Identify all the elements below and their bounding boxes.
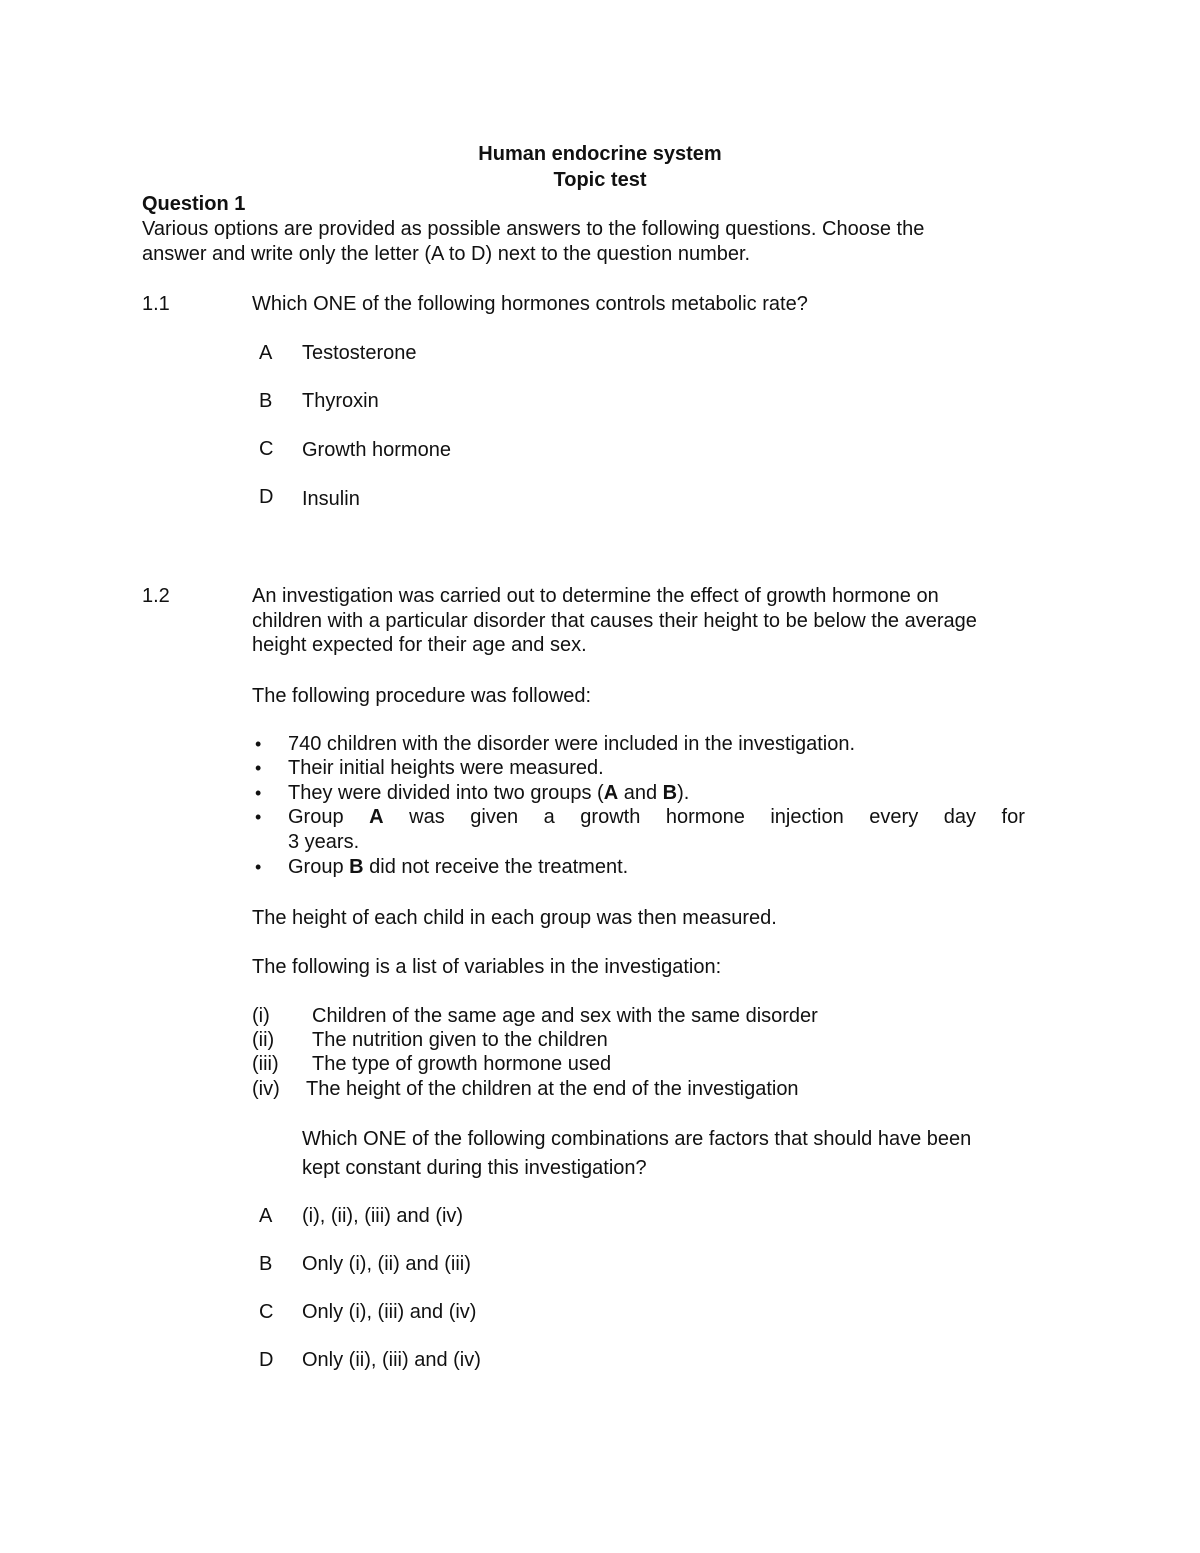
bullet-text: They were divided into two groups (A and B). xyxy=(288,782,690,804)
intro-line-1: An investigation was carried out to determine the effect of growth hormone on xyxy=(252,585,939,607)
option-text: Only (ii), (iii) and (iv) xyxy=(302,1349,481,1371)
option-letter: C xyxy=(259,1301,274,1323)
question-stem-line-1: Which ONE of the following combinations are factors that should have been xyxy=(302,1128,972,1150)
bullet-text: 740 children with the disorder were included in the investigation. xyxy=(288,733,856,755)
variable-text: The type of growth hormone used xyxy=(312,1053,612,1075)
instructions-line-2: answer and write only the letter (A to D) next to the question number. xyxy=(142,243,751,265)
bullet-text: Their initial heights were measured. xyxy=(288,757,604,779)
variable-text: Children of the same age and sex with the same disorder xyxy=(312,1005,818,1027)
bullet-text-justified: Group A was given a growth hormone injection every day for xyxy=(288,806,1025,828)
option-letter: A xyxy=(259,1205,273,1227)
option-letter: C xyxy=(259,438,274,460)
variable-number: (iv) xyxy=(252,1078,280,1100)
variables-intro: The following is a list of variables in the investigation: xyxy=(252,956,722,978)
option-text: Only (i), (ii) and (iii) xyxy=(302,1253,471,1275)
variable-number: (i) xyxy=(252,1005,270,1027)
question-text-1-1: Which ONE of the following hormones controls metabolic rate? xyxy=(252,293,808,315)
bullet-marker: • xyxy=(255,758,262,778)
bullet-marker: • xyxy=(255,807,262,827)
variable-text: The height of the children at the end of the investigation xyxy=(306,1078,799,1100)
option-letter: B xyxy=(259,1253,273,1275)
page-subtitle: Topic test xyxy=(553,169,647,191)
bullet-marker: • xyxy=(255,857,262,877)
bullet-marker: • xyxy=(255,734,262,754)
option-text: (i), (ii), (iii) and (iv) xyxy=(302,1205,464,1227)
option-text: Insulin xyxy=(302,488,360,510)
bullet-text: Group B did not receive the treatment. xyxy=(288,856,629,878)
page-title: Human endocrine system xyxy=(478,143,722,165)
intro-line-2: children with a particular disorder that causes their height to be below the average xyxy=(252,610,977,632)
variable-text: The nutrition given to the children xyxy=(312,1029,608,1051)
question-number-1-2: 1.2 xyxy=(142,585,170,607)
option-letter: A xyxy=(259,342,273,364)
option-letter: D xyxy=(259,486,274,508)
option-text: Growth hormone xyxy=(302,439,451,461)
option-text: Testosterone xyxy=(302,342,417,364)
option-text: Thyroxin xyxy=(302,390,379,412)
measured-text: The height of each child in each group was then measured. xyxy=(252,907,777,929)
option-letter: D xyxy=(259,1349,274,1371)
question-number-1-1: 1.1 xyxy=(142,293,170,315)
question-heading: Question 1 xyxy=(142,193,246,215)
question-stem-line-2: kept constant during this investigation? xyxy=(302,1157,647,1179)
intro-line-3: height expected for their age and sex. xyxy=(252,634,587,656)
bullet-text-continuation: 3 years. xyxy=(288,831,360,853)
option-text: Only (i), (iii) and (iv) xyxy=(302,1301,477,1323)
bullet-marker: • xyxy=(255,783,262,803)
procedure-intro: The following procedure was followed: xyxy=(252,685,592,707)
instructions-line-1: Various options are provided as possible answers to the following questions. Choose the xyxy=(142,218,925,240)
variable-number: (iii) xyxy=(252,1053,279,1075)
option-letter: B xyxy=(259,390,273,412)
variable-number: (ii) xyxy=(252,1029,275,1051)
